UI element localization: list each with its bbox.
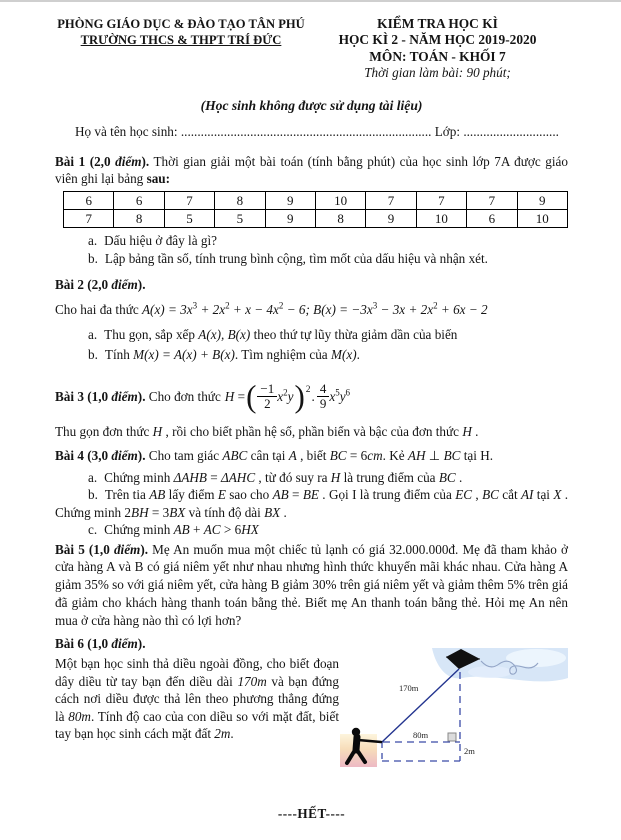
- table-cell: 5: [215, 210, 265, 228]
- exam-header: [55, 16, 568, 81]
- table-cell: 8: [315, 210, 365, 228]
- bai1-heading: Bài 1 (2,0 điểm). Thời gian giải một bài toán (tính bằng phút) của học sinh lớp 7A được giáo viên ghi lại bảng sau:: [55, 153, 568, 187]
- end-marker: ----HẾT----: [277, 805, 346, 821]
- bai6-text-column: [55, 635, 339, 803]
- table-cell: 7: [467, 191, 517, 209]
- fraction-denominator: 9: [319, 395, 327, 411]
- bai1-item-a: [55, 232, 568, 250]
- multiply-dot: .: [311, 389, 315, 405]
- school-name: TRƯỜNG THCS & THPT TRÍ ĐỨC: [80, 33, 282, 48]
- department-name: PHÒNG GIÁO DỤC & ĐÀO TẠO TÂN PHÚ: [57, 17, 305, 31]
- bai6-figure: [340, 635, 568, 803]
- label-string-length: 170m: [399, 683, 419, 694]
- exam-duration: Thời gian làm bài: 90 phút;: [364, 65, 511, 81]
- table-cell: 6: [64, 191, 114, 209]
- name-label: Họ và tên học sinh:: [75, 124, 181, 140]
- outer-exponent: 2: [305, 384, 311, 395]
- left-paren: (: [246, 378, 257, 415]
- bai2-items: [55, 325, 568, 366]
- bai2-polynomials: Cho hai đa thức $A(x) = 3x^3 + 2x^2 + x - 4x^2 - 6$; $B(x) = -3x^3 - 3x + 2x^2 + 6x - 2$: [55, 300, 488, 318]
- table-cell: 8: [114, 210, 164, 228]
- fraction-2: [317, 382, 330, 411]
- cloud-shape: [506, 649, 566, 667]
- bai3-instruction: Thu gọn đơn thức H , rồi cho biết phần hệ số, phần biến và bậc của đơn thức H .: [55, 424, 479, 440]
- table-cell: 8: [215, 191, 265, 209]
- label-base-distance: 80m: [413, 730, 429, 741]
- item-text: Chứng minh AB + AC > 6HX: [104, 522, 259, 538]
- table-row: [64, 191, 568, 209]
- student-info-line: [55, 123, 568, 141]
- bai3-lead-text: Bài 3 (1,0 điểm). Cho đơn thức: [55, 388, 221, 404]
- tail-variables: $x^5y^6$: [329, 387, 351, 404]
- table-cell: 10: [416, 210, 466, 228]
- table-cell: 10: [517, 210, 567, 228]
- exam-semester: HỌC KÌ 2 - NĂM HỌC 2019-2020: [338, 32, 537, 48]
- kite-diagram: [340, 648, 568, 798]
- formula-lhs: H =: [224, 388, 246, 404]
- item-text: Trên tia AB lấy điểm E sao cho AB = BE . Gọi I là trung điểm của EC , BC cắt AI tại X . Chứng minh 2BH = 3BX và tính độ dài BX .: [55, 487, 569, 520]
- exam-page: [0, 2, 621, 823]
- right-paren: ): [294, 378, 305, 415]
- item-text: Chứng minh ΔAHB = ΔAHC , từ đó suy ra H là trung điểm của BC .: [104, 469, 463, 485]
- inner-variables: $x^2y$: [277, 387, 294, 404]
- item-text: Lập bảng tần số, tính trung bình cộng, tìm mốt của dấu hiệu và nhận xét.: [104, 250, 488, 266]
- table-cell: 9: [265, 210, 315, 228]
- bai3-formula: [224, 378, 351, 415]
- exam-note: (Học sinh không được sử dụng tài liệu): [200, 98, 423, 114]
- exam-title: KIỂM TRA HỌC KÌ: [377, 16, 498, 31]
- bai2-heading: Bài 2 (2,0 điểm).: [55, 276, 146, 292]
- bai6-heading: Bài 6 (1,0 điểm).: [55, 636, 146, 652]
- item-text: Dấu hiệu ở đây là gì?: [104, 233, 217, 249]
- fraction-numerator: −1: [257, 382, 277, 397]
- name-dotted-field: ............................................................................: [180, 124, 432, 140]
- table-cell: 7: [366, 191, 416, 209]
- table-cell: 7: [416, 191, 466, 209]
- fraction-1: [257, 382, 277, 411]
- bai4-items: [55, 469, 568, 539]
- table-cell: 6: [467, 210, 517, 228]
- item-marker: a.: [88, 469, 98, 485]
- fraction-denominator: 2: [264, 395, 271, 411]
- table-cell: 9: [517, 191, 567, 209]
- table-row: [64, 210, 568, 228]
- bai6-section: [55, 635, 568, 803]
- table-cell: 5: [164, 210, 214, 228]
- table-cell: 9: [265, 191, 315, 209]
- table-cell: 7: [64, 210, 114, 228]
- bai4-item-c: [55, 521, 568, 539]
- fraction-numerator: 4: [317, 382, 330, 397]
- item-marker: b.: [88, 346, 98, 362]
- class-label: Lớp:: [431, 124, 464, 140]
- exam-title-block: [307, 16, 568, 81]
- cloud-shape: [468, 666, 512, 678]
- table-cell: 6: [114, 191, 164, 209]
- bai1-items: [55, 232, 568, 267]
- issuer-block: [55, 16, 307, 48]
- exam-subject: MÔN: TOÁN - KHỐI 7: [369, 48, 506, 64]
- item-marker: b.: [88, 487, 98, 503]
- bai6-paragraph: Một bạn học sinh thả diều ngoài đồng, cho biết đoạn dây diều từ tay bạn đến diều dài 170m và bạn đứng cách nơi diều được thả lên theo phương thẳng đứng là 80m. Tính độ cao của con diều so với mặt đất, biết tay bạn học sinh cách mặt đất 2m.: [55, 655, 339, 742]
- item-text: Tính M(x) = A(x) + B(x). Tìm nghiệm của M(x).: [104, 346, 360, 362]
- bai4-item-b: [55, 486, 568, 521]
- bai1-item-b: [55, 250, 568, 268]
- bai1-data-table: [63, 191, 568, 229]
- bai2-item-a: [55, 325, 568, 345]
- item-marker: c.: [88, 522, 98, 538]
- table-cell: 10: [315, 191, 365, 209]
- item-marker: a.: [88, 233, 98, 249]
- item-marker: b.: [88, 250, 98, 266]
- table-cell: 9: [366, 210, 416, 228]
- bai4-item-a: [55, 469, 568, 487]
- bai2-item-b: [55, 345, 568, 365]
- label-hand-height: 2m: [464, 746, 475, 757]
- class-dotted-field: .............................: [463, 124, 559, 140]
- table-cell: 7: [164, 191, 214, 209]
- bai3-heading: [55, 375, 568, 417]
- bai5-paragraph: Bài 5 (1,0 điểm). Mẹ An muốn mua một chiếc tủ lạnh có giá 32.000.000đ. Mẹ đã tham khảo ở cửa hàng A và B có giá niêm yết như nhau nhưng hình thức khuyến mãi khác nhau. Cửa hàng A giảm 35% so với giá niêm yết, cửa hàng B giảm 30% trên giá niêm yết và giảm thêm 5% trên giá đã giảm cho khách hàng thanh toán bằng thẻ. Biết mẹ An thanh toán bằng thẻ. Hỏi mẹ An nên mua ở cửa hàng nào thì có lợi hơn?: [55, 541, 568, 628]
- right-angle-marker: [448, 733, 456, 741]
- item-text: Thu gọn, sắp xếp A(x), B(x) theo thứ tự lũy thừa giảm dần của biến: [104, 326, 458, 342]
- item-marker: a.: [88, 326, 98, 342]
- bai4-heading: Bài 4 (3,0 điểm). Cho tam giác ABC cân tại A , biết BC = 6cm. Kẻ AH ⊥ BC tại H.: [55, 447, 494, 463]
